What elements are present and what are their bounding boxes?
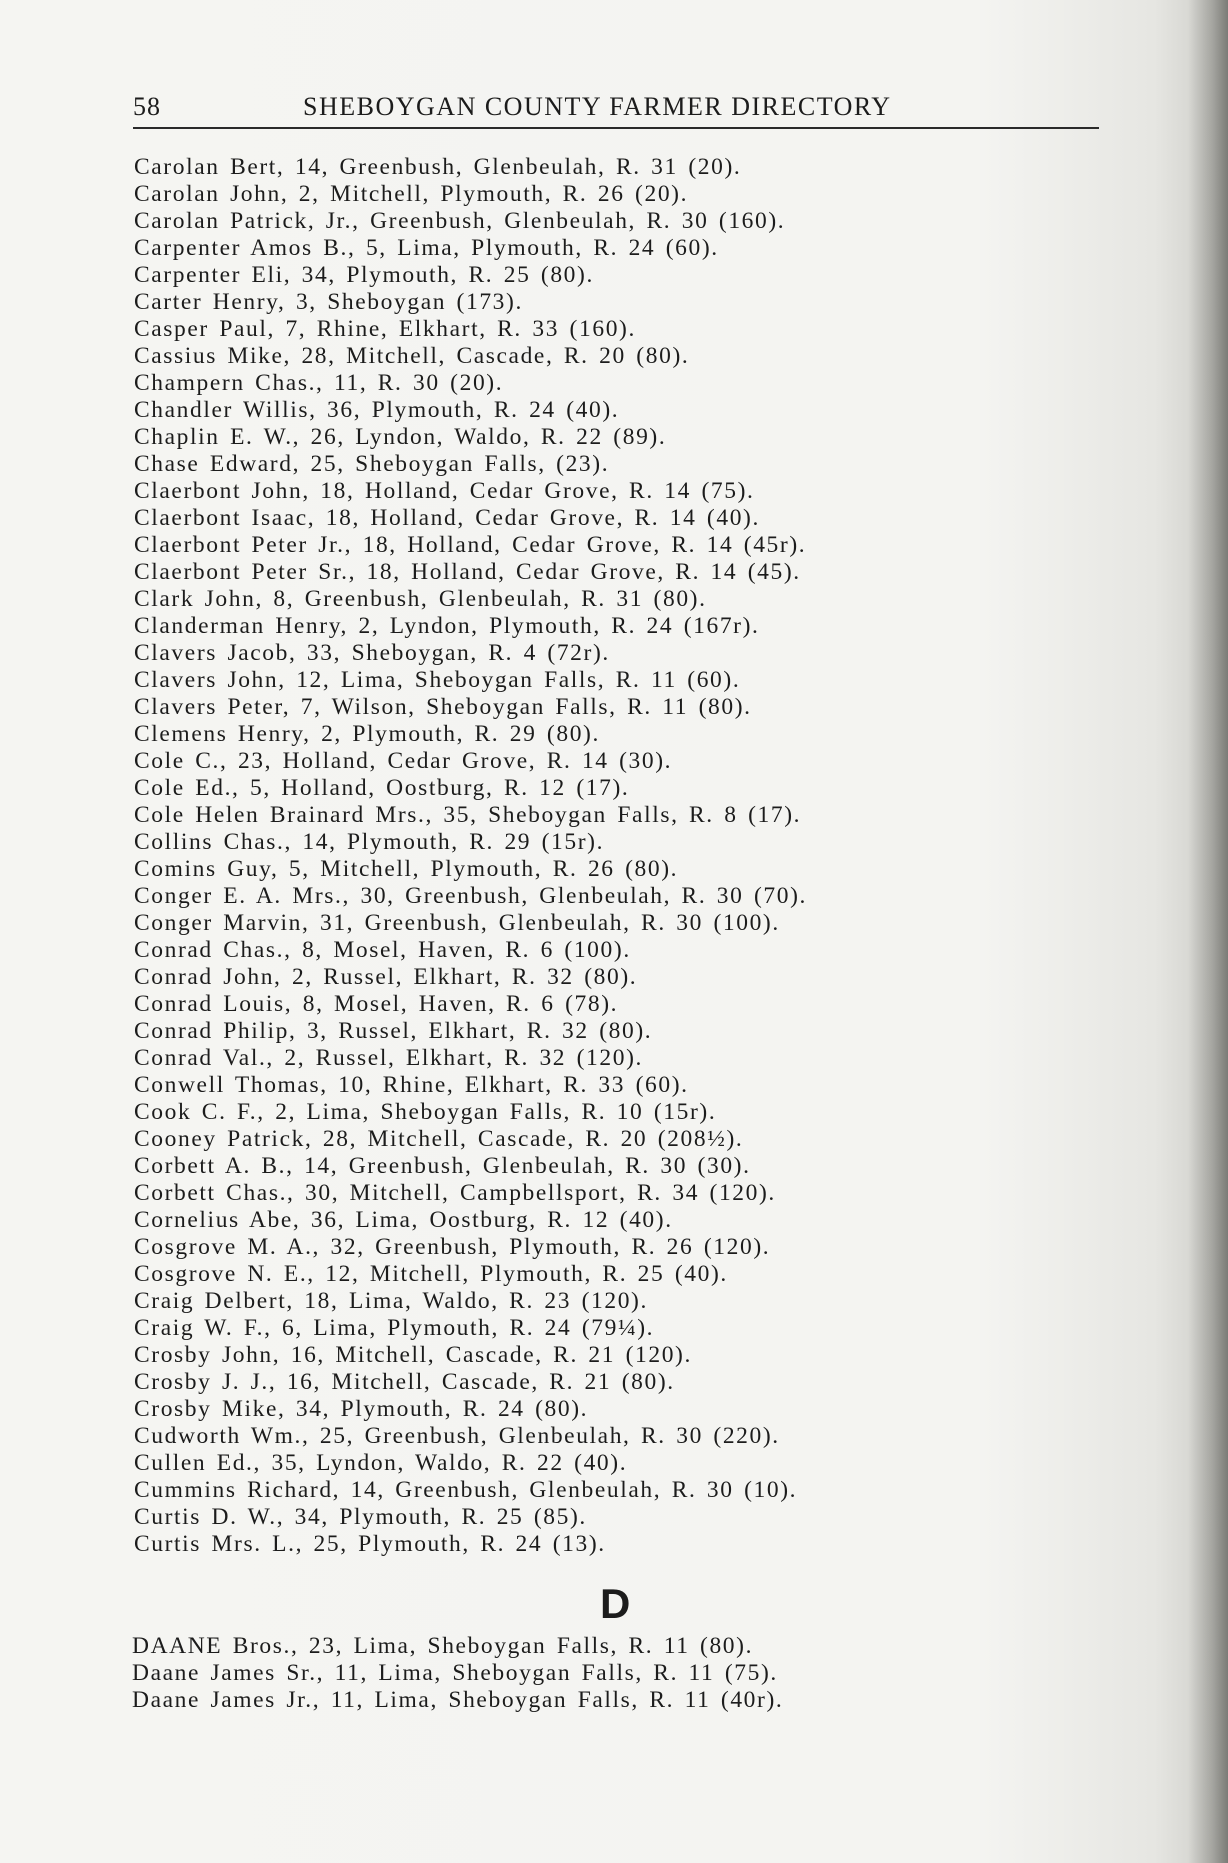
directory-entry: Corbett Chas., 30, Mitchell, Campbellsport, R. 34 (120). [134,1180,776,1206]
directory-entry: Carolan Patrick, Jr., Greenbush, Glenbeulah, R. 30 (160). [134,208,786,234]
directory-entry: Cudworth Wm., 25, Greenbush, Glenbeulah, R. 30 (220). [134,1423,780,1449]
header-rule [133,127,1099,129]
directory-entry: Cosgrove M. A., 32, Greenbush, Plymouth, R. 26 (120). [134,1234,771,1260]
directory-entry: Daane James Jr., 11, Lima, Sheboygan Falls, R. 11 (40r). [132,1687,784,1713]
entries-list-d [132,1633,1112,1714]
directory-entry: Claerbont Peter Jr., 18, Holland, Cedar Grove, R. 14 (45r). [134,532,807,558]
directory-entry: Cook C. F., 2, Lima, Sheboygan Falls, R. 10 (15r). [134,1099,717,1125]
directory-entry: Clanderman Henry, 2, Lyndon, Plymouth, R. 24 (167r). [134,613,760,639]
directory-entry: Daane James Sr., 11, Lima, Sheboygan Falls, R. 11 (75). [132,1660,778,1686]
directory-entry: Chaplin E. W., 26, Lyndon, Waldo, R. 22 (89). [134,424,667,450]
directory-entry: Cole Helen Brainard Mrs., 35, Sheboygan Falls, R. 8 (17). [134,802,802,828]
directory-entry: Cornelius Abe, 36, Lima, Oostburg, R. 12 (40). [134,1207,673,1233]
directory-entry: Clemens Henry, 2, Plymouth, R. 29 (80). [134,721,600,747]
directory-entry: Comins Guy, 5, Mitchell, Plymouth, R. 26 (80). [134,856,679,882]
directory-entry: Clavers Jacob, 33, Sheboygan, R. 4 (72r). [134,640,610,666]
directory-entry: Claerbont John, 18, Holland, Cedar Grove, R. 14 (75). [134,478,755,504]
directory-entry: Corbett A. B., 14, Greenbush, Glenbeulah, R. 30 (30). [134,1153,751,1179]
directory-entry: Curtis D. W., 34, Plymouth, R. 25 (85). [134,1504,587,1530]
directory-entry: Claerbont Peter Sr., 18, Holland, Cedar Grove, R. 14 (45). [134,559,801,585]
directory-entry: Claerbont Isaac, 18, Holland, Cedar Grove, R. 14 (40). [134,505,760,531]
directory-entry: Casper Paul, 7, Rhine, Elkhart, R. 33 (160). [134,316,636,342]
directory-entry: Conrad Philip, 3, Russel, Elkhart, R. 32 (80). [134,1018,653,1044]
section-letter-d: D [600,1580,631,1627]
page-edge-shadow [1188,0,1228,1863]
directory-entry: Collins Chas., 14, Plymouth, R. 29 (15r). [134,829,605,855]
entries-list-c [134,154,1114,1558]
directory-entry: Craig W. F., 6, Lima, Plymouth, R. 24 (79¼). [134,1315,655,1341]
directory-entry: Cole C., 23, Holland, Cedar Grove, R. 14 (30). [134,748,673,774]
directory-entry: Clavers John, 12, Lima, Sheboygan Falls, R. 11 (60). [134,667,741,693]
directory-entry: Cole Ed., 5, Holland, Oostburg, R. 12 (17). [134,775,630,801]
directory-entry: Conrad Val., 2, Russel, Elkhart, R. 32 (120). [134,1045,644,1071]
directory-entry: Carolan Bert, 14, Greenbush, Glenbeulah, R. 31 (20). [134,154,742,180]
directory-entry: Champern Chas., 11, R. 30 (20). [134,370,504,396]
directory-entry: Cooney Patrick, 28, Mitchell, Cascade, R. 20 (208½). [134,1126,744,1152]
directory-entry: Carpenter Amos B., 5, Lima, Plymouth, R. 24 (60). [134,235,719,261]
directory-entry: Carter Henry, 3, Sheboygan (173). [134,289,523,315]
directory-entry: Conrad John, 2, Russel, Elkhart, R. 32 (80). [134,964,638,990]
directory-entry: Cosgrove N. E., 12, Mitchell, Plymouth, R. 25 (40). [134,1261,728,1287]
directory-entry: Carolan John, 2, Mitchell, Plymouth, R. 26 (20). [134,181,689,207]
directory-entry: Curtis Mrs. L., 25, Plymouth, R. 24 (13). [134,1531,606,1557]
directory-entry: Cummins Richard, 14, Greenbush, Glenbeulah, R. 30 (10). [134,1477,798,1503]
directory-entry: Clark John, 8, Greenbush, Glenbeulah, R. 31 (80). [134,586,707,612]
page-number: 58 [133,92,161,121]
directory-entry: Crosby Mike, 34, Plymouth, R. 24 (80). [134,1396,589,1422]
page-header [133,92,1099,124]
directory-entry: Conrad Chas., 8, Mosel, Haven, R. 6 (100). [134,937,631,963]
directory-entry: Craig Delbert, 18, Lima, Waldo, R. 23 (120). [134,1288,648,1314]
directory-entry: Carpenter Eli, 34, Plymouth, R. 25 (80). [134,262,594,288]
directory-entry: Chandler Willis, 36, Plymouth, R. 24 (40). [134,397,620,423]
directory-entry: Chase Edward, 25, Sheboygan Falls, (23). [134,451,610,477]
directory-entry: Crosby J. J., 16, Mitchell, Cascade, R. 21 (80). [134,1369,675,1395]
directory-entry: Conger E. A. Mrs., 30, Greenbush, Glenbeulah, R. 30 (70). [134,883,807,909]
directory-entry: Cassius Mike, 28, Mitchell, Cascade, R. 20 (80). [134,343,690,369]
directory-entry: DAANE Bros., 23, Lima, Sheboygan Falls, R. 11 (80). [132,1633,754,1659]
running-title: SHEBOYGAN COUNTY FARMER DIRECTORY [303,92,892,121]
directory-entry: Clavers Peter, 7, Wilson, Sheboygan Falls, R. 11 (80). [134,694,752,720]
directory-entry: Crosby John, 16, Mitchell, Cascade, R. 21 (120). [134,1342,692,1368]
directory-entry: Cullen Ed., 35, Lyndon, Waldo, R. 22 (40). [134,1450,628,1476]
directory-entry: Conger Marvin, 31, Greenbush, Glenbeulah, R. 30 (100). [134,910,780,936]
directory-entry: Conwell Thomas, 10, Rhine, Elkhart, R. 33 (60). [134,1072,689,1098]
directory-entry: Conrad Louis, 8, Mosel, Haven, R. 6 (78). [134,991,619,1017]
